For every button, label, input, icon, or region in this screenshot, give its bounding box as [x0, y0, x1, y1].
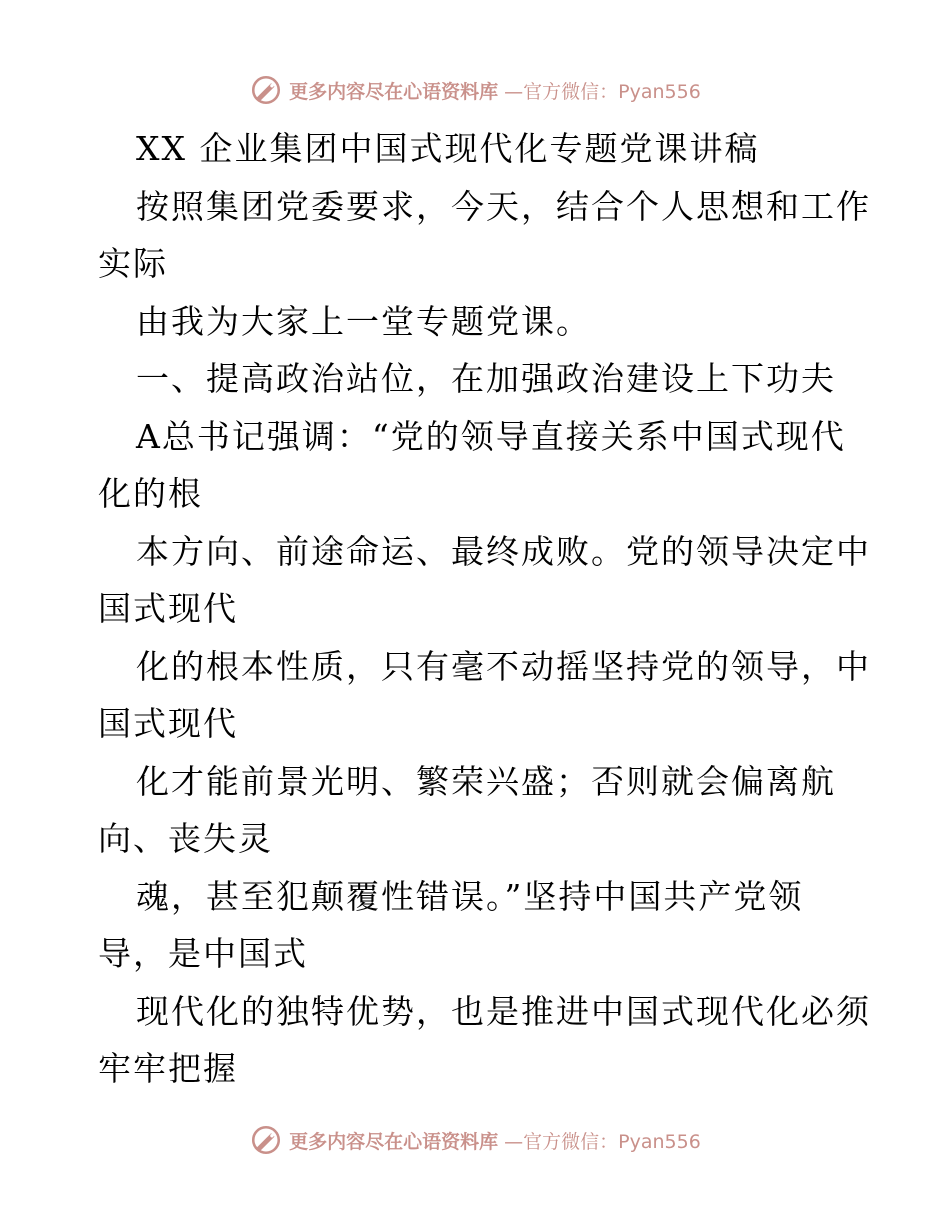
- paragraph-line: 导，是中国式: [98, 934, 308, 973]
- section-heading: 一、提高政治站位，在加强政治建设上下功夫: [136, 359, 836, 398]
- header-watermark: [0, 70, 950, 110]
- paragraph-line: A总书记强调：“党的领导直接关系中国式现代: [136, 416, 846, 456]
- paragraph-line: 本方向、前途命运、最终成败。党的领导决定中: [136, 531, 871, 571]
- document-body: [98, 120, 871, 1098]
- paragraph-line: 由我为大家上一堂专题党课。: [136, 301, 591, 341]
- paragraph-line: 国式现代: [98, 589, 238, 628]
- paragraph-line: 国式现代: [98, 704, 238, 743]
- watermark-main-text: 更多内容尽在心语资料库: [289, 1130, 499, 1153]
- paragraph-line: 向、丧失灵: [98, 819, 273, 858]
- paragraph-line: 化才能前景光明、繁荣兴盛；否则就会偏离航: [136, 761, 836, 801]
- paragraph-line: 现代化的独特优势，也是推进中国式现代化必须: [136, 991, 871, 1031]
- paragraph-line: 魂，甚至犯颠覆性错误。”坚持中国共产党领: [136, 876, 804, 916]
- pen-nib-logo-icon: [249, 1123, 283, 1157]
- paragraph-line: 化的根: [98, 474, 203, 513]
- paragraph-line: 按照集团党委要求，今天，结合个人思想和工作: [136, 186, 871, 226]
- paragraph-line: 化的根本性质，只有毫不动摇坚持党的领导，中: [136, 646, 871, 686]
- watermark-sub-text: —官方微信：Pyan556: [504, 1130, 701, 1153]
- paragraph-line: 实际: [98, 244, 168, 283]
- footer-watermark: [0, 1120, 950, 1160]
- pen-nib-logo-icon: [249, 73, 283, 107]
- watermark-sub-text: —官方微信：Pyan556: [504, 80, 701, 103]
- watermark-main-text: 更多内容尽在心语资料库: [289, 80, 499, 103]
- document-title: XX 企业集团中国式现代化专题党课讲稿: [136, 129, 760, 168]
- paragraph-line: 牢牢把握: [98, 1049, 238, 1088]
